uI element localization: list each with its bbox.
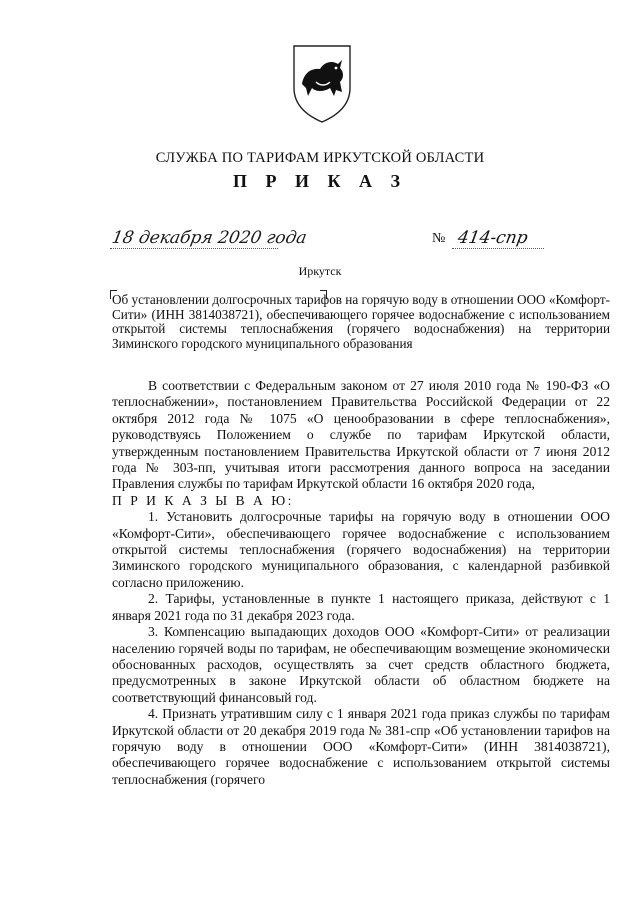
item-paragraph-1: 1. Установить долгосрочные тарифы на горячую воду в отношении ООО «Комфорт-Сити», обеспечивающего горячее водоснабжение с использованием открытой системы теплоснабжения (горячего водоснабжения) на территории Зиминского городского муниципального образования, с календарной разбивкой согласно приложению. xyxy=(112,509,610,590)
order-word: П Р И К А З Ы В А Ю: xyxy=(112,492,294,508)
number-underline xyxy=(452,248,544,249)
document-body xyxy=(112,378,610,788)
number-sign: № xyxy=(432,231,446,246)
order-number-handwritten: 414-спр xyxy=(456,228,530,248)
order-subject: Об установлении долгосрочных тарифов на горячую воду в отношении ООО «Комфорт-Сити» (ИНН 3814038721), обеспечивающего горячее водоснабжение с использованием открытой системы теплоснабжения (горячего водоснабжения) на территории Зиминского городского муниципального образования xyxy=(112,292,611,352)
document-title: П Р И К А З xyxy=(232,171,408,191)
item-paragraph-2: 2. Тарифы, установленные в пункте 1 настоящего приказа, действуют с 1 января 2021 года по 31 декабря 2023 года. xyxy=(112,591,610,623)
item-paragraph-3: 3. Компенсацию выпадающих доходов ООО «Комфорт-Сити» от реализации населению горячей воды по тарифам, не обеспечивающим возмещение экономически обоснованных расходов, осуществлять за счет средств областного бюджета, предусмотренных в законе Иркутской области об областном бюджете на соответствующий финансовый год. xyxy=(112,624,610,705)
agency-name: СЛУЖБА ПО ТАРИФАМ ИРКУТСКОЙ ОБЛАСТИ xyxy=(155,150,485,166)
date-handwritten: 18 декабря 2020 года xyxy=(110,228,309,248)
preamble-paragraph: В соответствии с Федеральным законом от 27 июля 2010 года № 190-ФЗ «О теплоснабжении», постановлением Правительства Российской Федерации от 22 октября 2012 года № 1075 «О ценообразовании в сфере теплоснабжения», руководствуясь Положением о службе по тарифам Иркутской области, утвержденным постановлением Правительства Иркутской области от 7 июня 2012 года № 303-пп, учитывая итоги рассмотрения данного вопроса на заседании Правления службы по тарифам Иркутской области 16 октября 2020 года, xyxy=(112,378,610,492)
date-underline xyxy=(110,248,278,249)
coat-of-arms-icon xyxy=(290,42,354,124)
city-name: Иркутск xyxy=(298,264,342,278)
item-paragraph-4: 4. Признать утратившим силу с 1 января 2021 года приказ службы по тарифам Иркутской области от 20 декабря 2019 года № 381-спр «Об установлении тарифов на горячую воду в отношении ООО «Комфорт-Сити» (ИНН 3814038721), обеспечивающего горячее водоснабжение с использованием открытой системы теплоснабжения (горячего xyxy=(112,706,610,787)
